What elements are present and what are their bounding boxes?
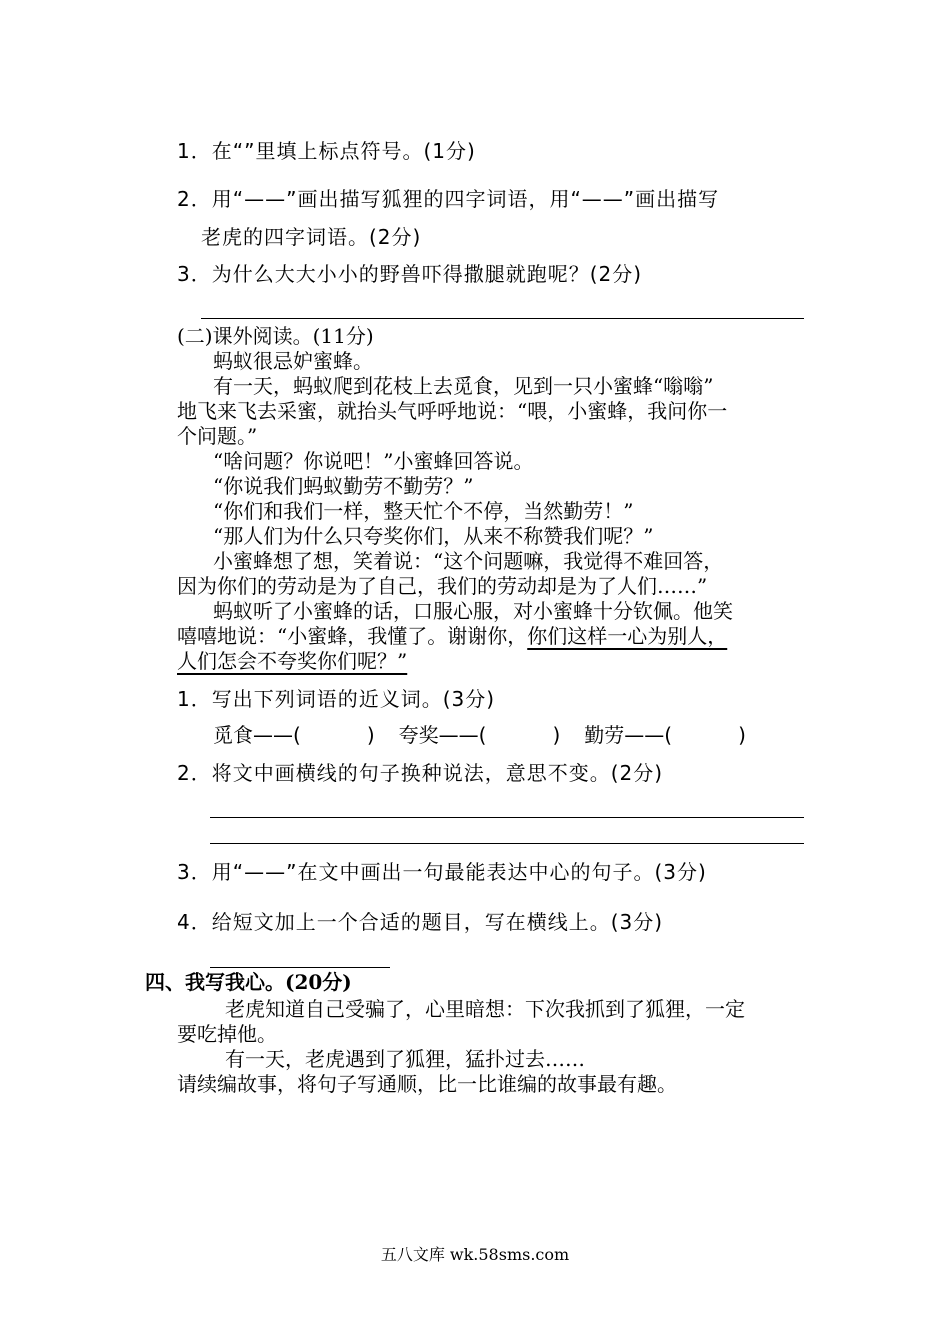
question-2-line2: 老虎的四字词语。(2分): [201, 225, 422, 249]
passage-line: 个问题。”: [177, 424, 258, 448]
passage-line: “那人们为什么只夸奖你们，从来不称赞我们呢？”: [213, 524, 654, 548]
synonym-1-close: ): [366, 723, 375, 747]
question-3: 3．为什么大大小小的野兽吓得撒腿就跑呢？(2分): [177, 262, 643, 286]
reading-question-4: 4．给短文加上一个合适的题目，写在横线上。(3分): [177, 910, 664, 934]
reading-heading: (二)课外阅读。(11分): [177, 324, 374, 348]
synonym-2-label: 夸奖——(: [398, 723, 487, 747]
passage-line: 蚂蚁听了小蜜蜂的话，口服心服，对小蜜蜂十分钦佩。他笑: [213, 599, 733, 623]
reading-question-1: 1．写出下列词语的近义词。(3分): [177, 687, 496, 711]
question-1: 1．在“”里填上标点符号。(1分): [177, 139, 476, 163]
passage-line: “你说我们蚂蚁勤劳不勤劳？”: [213, 474, 474, 498]
synonym-3-label: 勤劳——(: [584, 723, 673, 747]
question-2-line1: 2．用“——”画出描写狐狸的四字词语，用“——”画出描写: [177, 187, 720, 211]
writing-line: 老虎知道自己受骗了，心里暗想：下次我抓到了狐狸，一定: [225, 997, 745, 1021]
writing-line: 要吃掉他。: [177, 1022, 277, 1046]
reading-question-2: 2．将文中画横线的句子换种说法，意思不变。(2分): [177, 761, 664, 785]
underlined-sentence: 你们这样一心为别人，: [527, 624, 728, 648]
writing-line: 请续编故事，将句子写通顺，比一比谁编的故事最有趣。: [177, 1072, 677, 1096]
title-answer-line: [210, 967, 390, 968]
passage-line: [177, 624, 727, 648]
passage-line: 有一天，蚂蚁爬到花枝上去觅食，见到一只小蜜蜂“嗡嗡”: [213, 374, 714, 398]
passage-line: 地飞来飞去采蜜，就抬头气呼呼地说：“喂，小蜜蜂，我问你一: [177, 399, 728, 423]
underlined-sentence: 人们怎会不夸奖你们呢？”: [177, 649, 408, 673]
writing-heading: 四、我写我心。(20分): [145, 970, 352, 994]
footer-watermark: 五八文库 wk.58sms.com: [380, 1245, 570, 1264]
answer-line: [210, 843, 804, 844]
passage-line: “你们和我们一样，整天忙个不停，当然勤劳！”: [213, 499, 634, 523]
synonym-row: [213, 723, 746, 747]
passage-line: 小蜜蜂想了想，笑着说：“这个问题嘛，我觉得不难回答，: [213, 549, 724, 573]
passage-text: 嘻嘻地说：“小蜜蜂，我懂了。谢谢你，: [177, 624, 528, 648]
passage-line: “啥问题？你说吧！”小蜜蜂回答说。: [213, 449, 534, 473]
passage-line: 因为你们的劳动是为了自己，我们的劳动却是为了人们……”: [177, 574, 708, 598]
reading-question-3: 3．用“——”在文中画出一句最能表达中心的句子。(3分): [177, 860, 707, 884]
answer-line: [201, 318, 804, 319]
answer-line: [210, 817, 804, 818]
synonym-2-close: ): [552, 723, 561, 747]
synonym-1-label: 觅食——(: [213, 723, 301, 747]
passage-line: 蚂蚁很忌妒蜜蜂。: [213, 349, 373, 373]
synonym-3-close: ): [738, 723, 746, 747]
writing-line: 有一天，老虎遇到了狐狸，猛扑过去……: [225, 1047, 585, 1071]
